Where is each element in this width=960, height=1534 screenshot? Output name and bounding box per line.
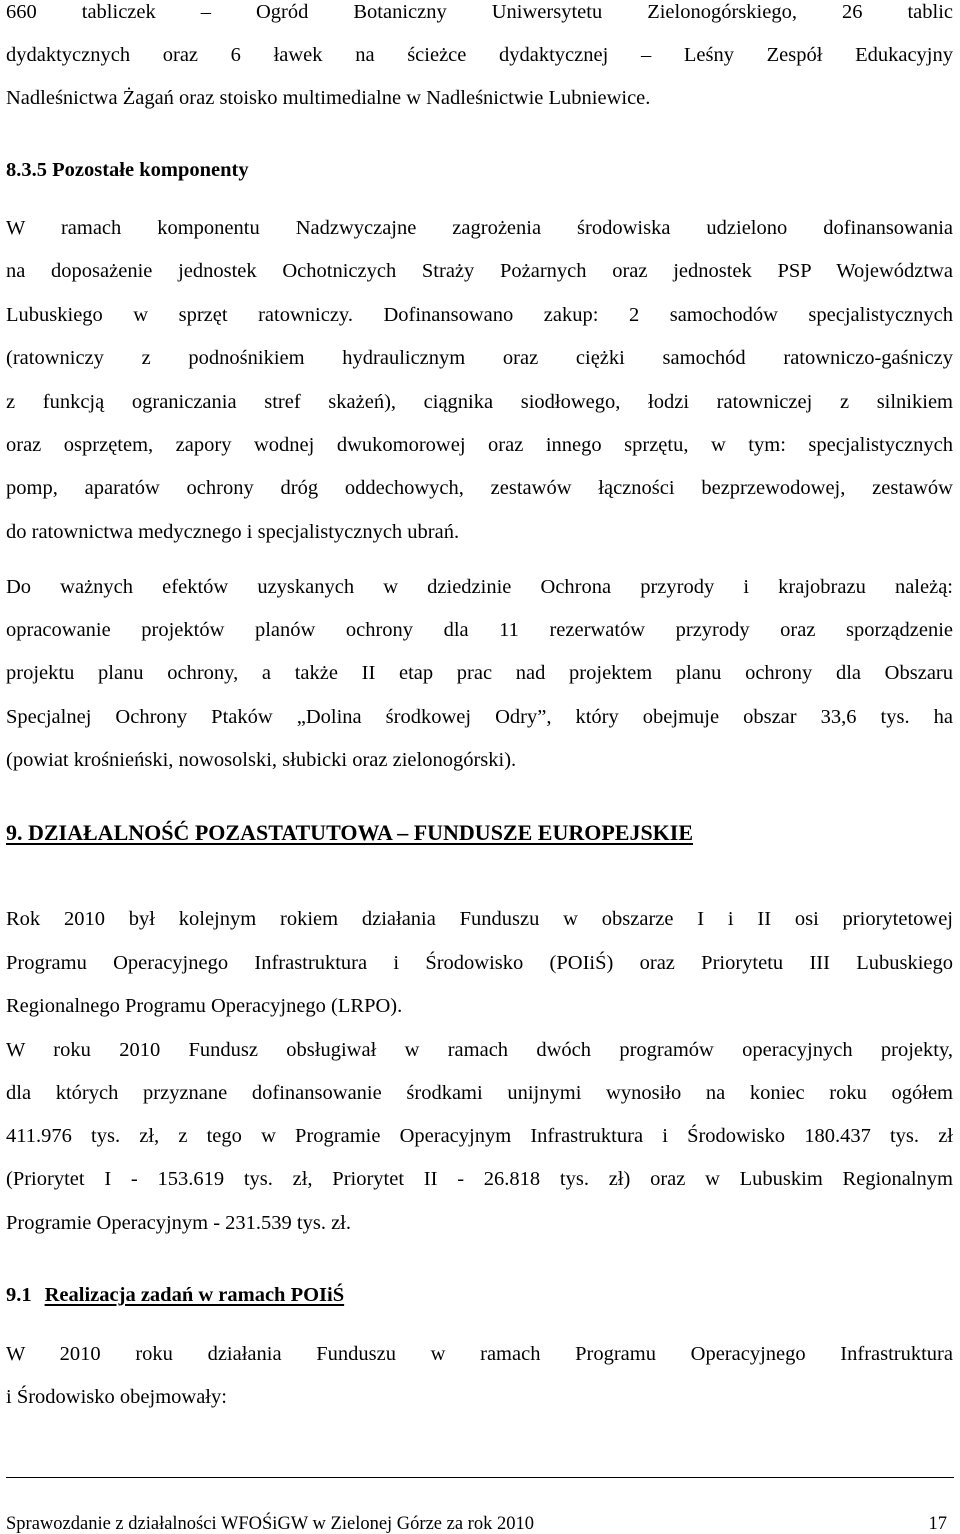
paragraph-line: z funkcją ograniczania stref skażeń), ciągnika siodłowego, łodzi ratowniczej z silnikiem	[6, 391, 953, 413]
page-number: 17	[928, 1514, 947, 1534]
paragraph-line: Do ważnych efektów uzyskanych w dziedzinie Ochrona przyrody i krajobrazu należą:	[6, 576, 953, 598]
paragraph-line: oraz osprzętem, zapory wodnej dwukomorowej oraz innego sprzętu, w tym: specjalistycznych	[6, 434, 953, 456]
footer-title: Sprawozdanie z działalności WFOŚiGW w Zielonej Górze za rok 2010	[6, 1514, 534, 1534]
paragraph-line: pomp, aparatów ochrony dróg oddechowych, zestawów łączności bezprzewodowej, zestawów	[6, 477, 953, 499]
paragraph-line: (ratowniczy z podnośnikiem hydraulicznym oraz ciężki samochód ratowniczo-gaśniczy	[6, 347, 953, 369]
paragraph-line: (Priorytet I - 153.619 tys. zł, Priorytet II - 26.818 tys. zł) oraz w Lubuskim Regionalnym	[6, 1168, 953, 1190]
section-heading-9-1	[6, 1285, 953, 1306]
section-number: 9.1	[6, 1284, 32, 1306]
paragraph-line: opracowanie projektów planów ochrony dla 11 rezerwatów przyrody oraz sporządzenie	[6, 619, 953, 641]
paragraph-line: 411.976 tys. zł, z tego w Programie Operacyjnym Infrastruktura i Środowisko 180.437 tys. zł	[6, 1125, 953, 1147]
intro-line-1: 660 tabliczek – Ogród Botaniczny Uniwersytetu Zielonogórskiego, 26 tablic	[6, 1, 953, 23]
paragraph-line: W roku 2010 Fundusz obsługiwał w ramach dwóch programów operacyjnych projekty,	[6, 1039, 953, 1061]
chapter-heading-9: 9. DZIAŁALNOŚĆ POZASTATUTOWA – FUNDUSZE EUROPEJSKIE	[6, 820, 694, 845]
paragraph-line: Programie Operacyjnym - 231.539 tys. zł.	[6, 1212, 352, 1234]
section-heading-8-3-5: 8.3.5 Pozostałe komponenty	[6, 159, 249, 181]
footer-divider	[6, 1477, 954, 1478]
paragraph-line: W 2010 roku działania Funduszu w ramach Programu Operacyjnego Infrastruktura	[6, 1343, 953, 1365]
section-title: Realizacja zadań w ramach POIiŚ	[44, 1284, 345, 1306]
paragraph-line: Specjalnej Ochrony Ptaków „Dolina środkowej Odry”, który obejmuje obszar 33,6 tys. ha	[6, 706, 953, 728]
paragraph-line: (powiat krośnieński, nowosolski, słubicki oraz zielonogórski).	[6, 749, 517, 771]
paragraph-line: projektu planu ochrony, a także II etap prac nad projektem planu ochrony dla Obszaru	[6, 662, 953, 684]
paragraph-line: W ramach komponentu Nadzwyczajne zagrożenia środowiska udzielono dofinansowania	[6, 217, 953, 239]
paragraph-line: Regionalnego Programu Operacyjnego (LRPO).	[6, 995, 403, 1017]
paragraph-line: na doposażenie jednostek Ochotniczych Straży Pożarnych oraz jednostek PSP Województwa	[6, 260, 953, 282]
paragraph-line: Programu Operacyjnego Infrastruktura i Środowisko (POIiŚ) oraz Priorytetu III Lubuskiego	[6, 952, 953, 974]
intro-line-2: dydaktycznych oraz 6 ławek na ścieżce dydaktycznej – Leśny Zespół Edukacyjny	[6, 44, 953, 66]
paragraph-line: dla których przyznane dofinansowanie środkami unijnymi wynosiło na koniec roku ogółem	[6, 1082, 953, 1104]
intro-line-3: Nadleśnictwa Żagań oraz stoisko multimedialne w Nadleśnictwie Lubniewice.	[6, 87, 651, 109]
paragraph-line: Rok 2010 był kolejnym rokiem działania Funduszu w obszarze I i II osi priorytetowej	[6, 908, 953, 930]
paragraph-line: Lubuskiego w sprzęt ratowniczy. Dofinansowano zakup: 2 samochodów specjalistycznych	[6, 304, 953, 326]
paragraph-line: i Środowisko obejmowały:	[6, 1386, 227, 1408]
paragraph-line: do ratownictwa medycznego i specjalistycznych ubrań.	[6, 521, 460, 543]
